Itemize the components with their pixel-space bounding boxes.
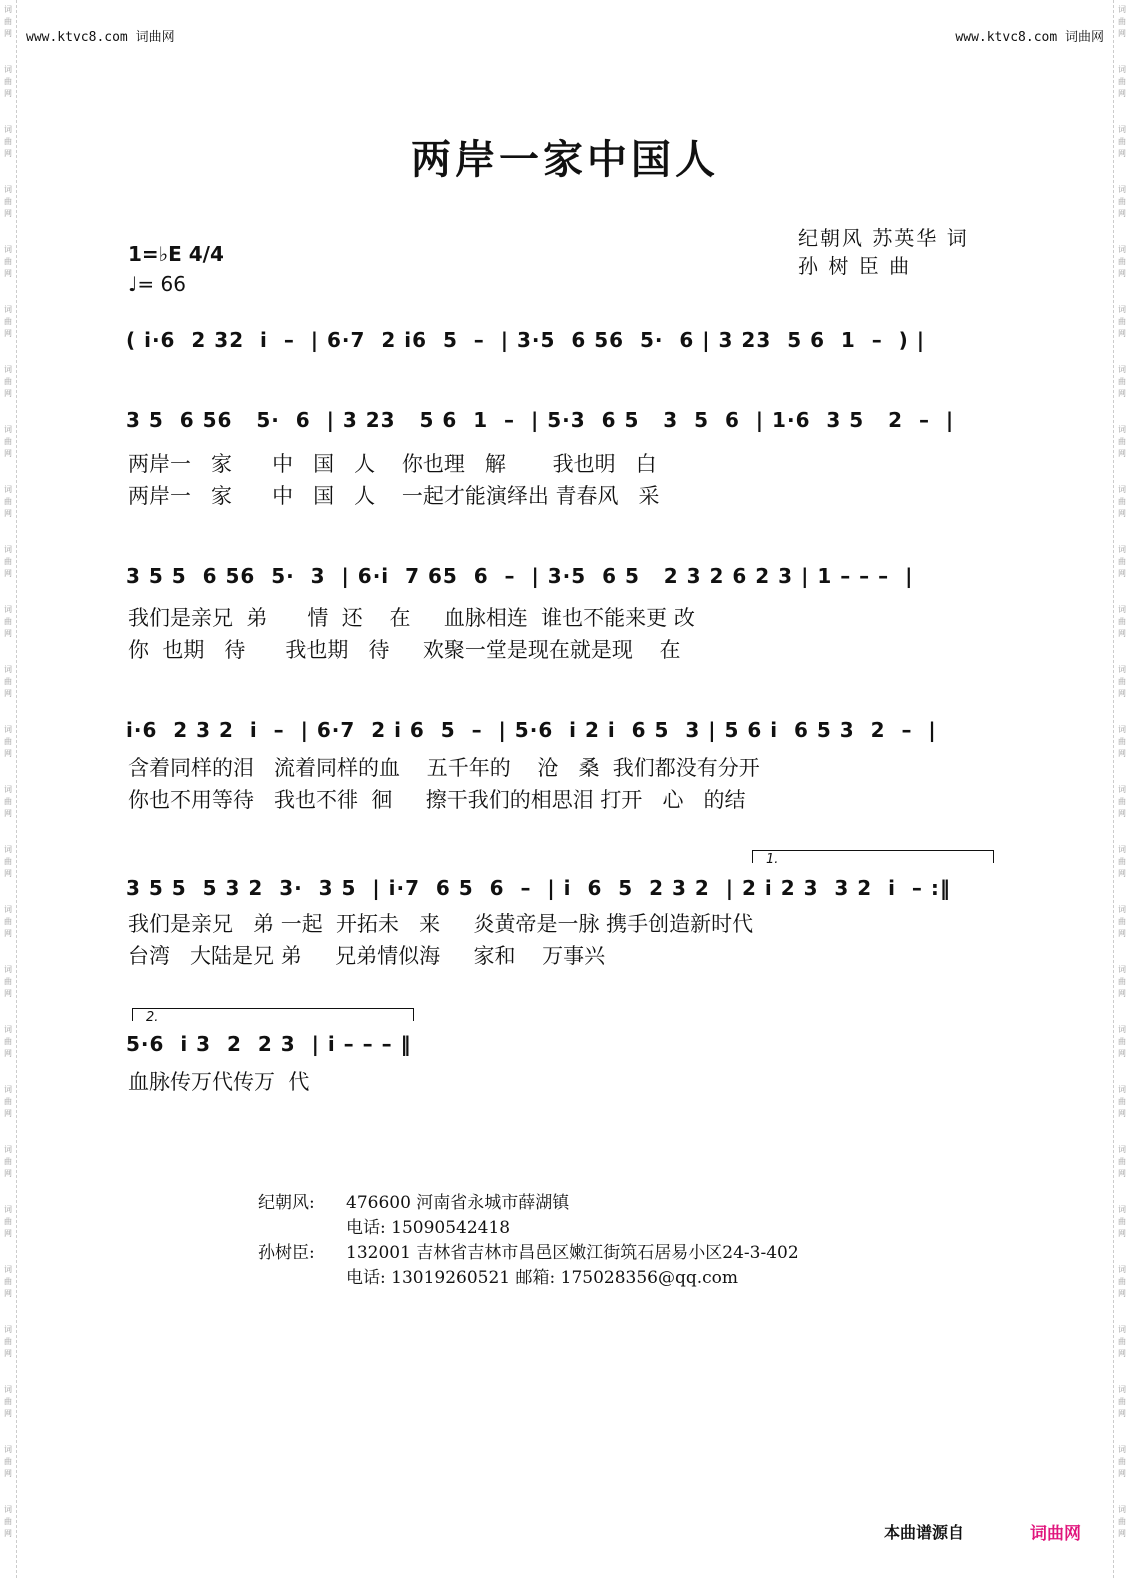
first-ending-bracket — [752, 850, 994, 863]
watermark-glyph: 词 曲 网 — [1118, 1265, 1126, 1298]
watermark-glyph: 词 曲 网 — [1118, 1025, 1126, 1058]
watermark-glyph: 词 曲 网 — [1118, 725, 1126, 758]
watermark-glyph: 词 曲 网 — [4, 5, 12, 38]
watermark-glyph: 词 曲 网 — [1118, 5, 1126, 38]
contact-2-address: 132001 吉林省吉林市昌邑区嫩江街筑石居易小区24-3-402 — [346, 1243, 799, 1263]
watermark-glyph: 词 曲 网 — [4, 1205, 12, 1238]
watermark-glyph: 词 曲 网 — [4, 1445, 12, 1478]
watermark-glyph: 词 曲 网 — [1118, 845, 1126, 878]
watermark-glyph: 词 曲 网 — [4, 665, 12, 698]
watermark-glyph: 词 曲 网 — [4, 1085, 12, 1118]
contact-2-label: 孙树臣: — [258, 1243, 315, 1263]
watermark-glyph: 词 曲 网 — [1118, 665, 1126, 698]
watermark-glyph: 词 曲 网 — [4, 905, 12, 938]
lyric-line-4-verse-2: 你也不用等待 我也不徘 徊 擦干我们的相思泪 打开 心 的结 — [128, 788, 746, 812]
score-notes-line-4: i·6 2 3 2 i – | 6·7 2 i 6 5 – | 5·6 i 2 i 6 5 3 | 5 6 i 6 5 3 2 – | — [126, 718, 937, 742]
contact-1-phone: 电话: 15090542418 — [346, 1218, 511, 1238]
footer-site-logo[interactable]: 词曲网 — [1030, 1524, 1081, 1544]
watermark-glyph: 词 曲 网 — [1118, 1445, 1126, 1478]
watermark-column-right — [1113, 0, 1130, 1578]
watermark-column-left — [0, 0, 17, 1578]
watermark-glyph: 词 曲 网 — [1118, 65, 1126, 98]
watermark-glyph: 词 曲 网 — [1118, 965, 1126, 998]
watermark-glyph: 词 曲 网 — [4, 845, 12, 878]
song-title: 两岸一家中国人 — [411, 136, 719, 183]
watermark-glyph: 词 曲 网 — [1118, 605, 1126, 638]
site-link-left[interactable]: www.ktvc8.com 词曲网 — [26, 30, 175, 45]
lyric-line-2-verse-1: 两岸一 家 中 国 人 你也理 解 我也明 白 — [128, 452, 657, 476]
watermark-glyph: 词 曲 网 — [1118, 245, 1126, 278]
watermark-glyph: 词 曲 网 — [1118, 1385, 1126, 1418]
contact-1-label: 纪朝风: — [258, 1193, 315, 1213]
lyric-line-3-verse-2: 你 也期 待 我也期 待 欢聚一堂是现在就是现 在 — [128, 638, 681, 662]
watermark-glyph: 词 曲 网 — [1118, 1325, 1126, 1358]
watermark-glyph: 词 曲 网 — [4, 125, 12, 158]
watermark-glyph: 词 曲 网 — [1118, 785, 1126, 818]
watermark-glyph: 词 曲 网 — [4, 1385, 12, 1418]
score-notes-line-3: 3 5 5 6 56 5· 3 | 6·i 7 65 6 – | 3·5 6 5 2 3 2 6 2 3 | 1 – – – | — [126, 564, 914, 588]
watermark-glyph: 词 曲 网 — [4, 305, 12, 338]
watermark-glyph: 词 曲 网 — [4, 65, 12, 98]
watermark-glyph: 词 曲 网 — [4, 1505, 12, 1538]
score-notes-line-2: 3 5 6 56 5· 6 | 3 23 5 6 1 – | 5·3 6 5 3 5 6 | 1·6 3 5 2 – | — [126, 408, 955, 432]
watermark-glyph: 词 曲 网 — [1118, 905, 1126, 938]
contact-1-address: 476600 河南省永城市薛湖镇 — [346, 1193, 570, 1213]
key-signature: 1=♭E 4/4 — [128, 242, 224, 266]
lyric-line-5-verse-2: 台湾 大陆是兄 弟 兄弟情似海 家和 万事兴 — [128, 944, 606, 968]
lyric-line-2-verse-2: 两岸一 家 中 国 人 一起才能演绎出 青春风 采 — [128, 484, 660, 508]
watermark-glyph: 词 曲 网 — [4, 1145, 12, 1178]
lyric-line-3-verse-1: 我们是亲兄 弟 情 还 在 血脉相连 谁也不能来更 改 — [128, 606, 695, 630]
watermark-glyph: 词 曲 网 — [4, 425, 12, 458]
watermark-glyph: 词 曲 网 — [4, 1325, 12, 1358]
second-ending-label: 2. — [146, 1010, 159, 1025]
score-notes-line-6: 5·6 i 3 2 2 3 | i – – – ‖ — [126, 1032, 412, 1056]
watermark-glyph: 词 曲 网 — [1118, 305, 1126, 338]
watermark-glyph: 词 曲 网 — [4, 785, 12, 818]
score-notes-line-5: 3 5 5 5 3 2 3· 3 5 | i·7 6 5 6 – | i 6 5 2 3 2 | 2 i 2 3 3 2 i – :‖ — [126, 876, 951, 900]
watermark-glyph: 词 曲 网 — [1118, 125, 1126, 158]
watermark-glyph: 词 曲 网 — [4, 245, 12, 278]
lyricist-credit: 纪朝风 苏英华 词 — [798, 226, 969, 250]
watermark-glyph: 词 曲 网 — [1118, 185, 1126, 218]
contact-2-phone-email: 电话: 13019260521 邮箱: 175028356@qq.com — [346, 1268, 739, 1288]
composer-credit: 孙 树 臣 曲 — [798, 254, 912, 278]
watermark-glyph: 词 曲 网 — [1118, 1505, 1126, 1538]
site-link-right[interactable]: www.ktvc8.com 词曲网 — [955, 30, 1104, 45]
second-ending-bracket — [132, 1008, 414, 1021]
watermark-glyph: 词 曲 网 — [1118, 365, 1126, 398]
watermark-glyph: 词 曲 网 — [4, 365, 12, 398]
watermark-glyph: 词 曲 网 — [4, 605, 12, 638]
watermark-glyph: 词 曲 网 — [1118, 425, 1126, 458]
watermark-glyph: 词 曲 网 — [1118, 1085, 1126, 1118]
watermark-glyph: 词 曲 网 — [1118, 485, 1126, 518]
watermark-glyph: 词 曲 网 — [4, 725, 12, 758]
watermark-glyph: 词 曲 网 — [1118, 545, 1126, 578]
watermark-glyph: 词 曲 网 — [4, 1025, 12, 1058]
watermark-glyph: 词 曲 网 — [4, 545, 12, 578]
lyric-line-4-verse-1: 含着同样的泪 流着同样的血 五千年的 沧 桑 我们都没有分开 — [128, 756, 760, 780]
tempo-marking: ♩= 66 — [128, 272, 186, 296]
lyric-line-6-verse-1: 血脉传万代传万 代 — [128, 1070, 310, 1094]
watermark-glyph: 词 曲 网 — [1118, 1145, 1126, 1178]
watermark-glyph: 词 曲 网 — [4, 185, 12, 218]
footer-source-label: 本曲谱源自 — [884, 1523, 965, 1542]
watermark-glyph: 词 曲 网 — [1118, 1205, 1126, 1238]
score-notes-line-1: ( i·6 2 32 i – | 6·7 2 i6 5 – | 3·5 6 56 5· 6 | 3 23 5 6 1 – ) | — [126, 328, 926, 352]
first-ending-label: 1. — [766, 852, 779, 867]
watermark-glyph: 词 曲 网 — [4, 965, 12, 998]
watermark-glyph: 词 曲 网 — [4, 1265, 12, 1298]
lyric-line-5-verse-1: 我们是亲兄 弟 一起 开拓未 来 炎黄帝是一脉 携手创造新时代 — [128, 912, 754, 936]
watermark-glyph: 词 曲 网 — [4, 485, 12, 518]
